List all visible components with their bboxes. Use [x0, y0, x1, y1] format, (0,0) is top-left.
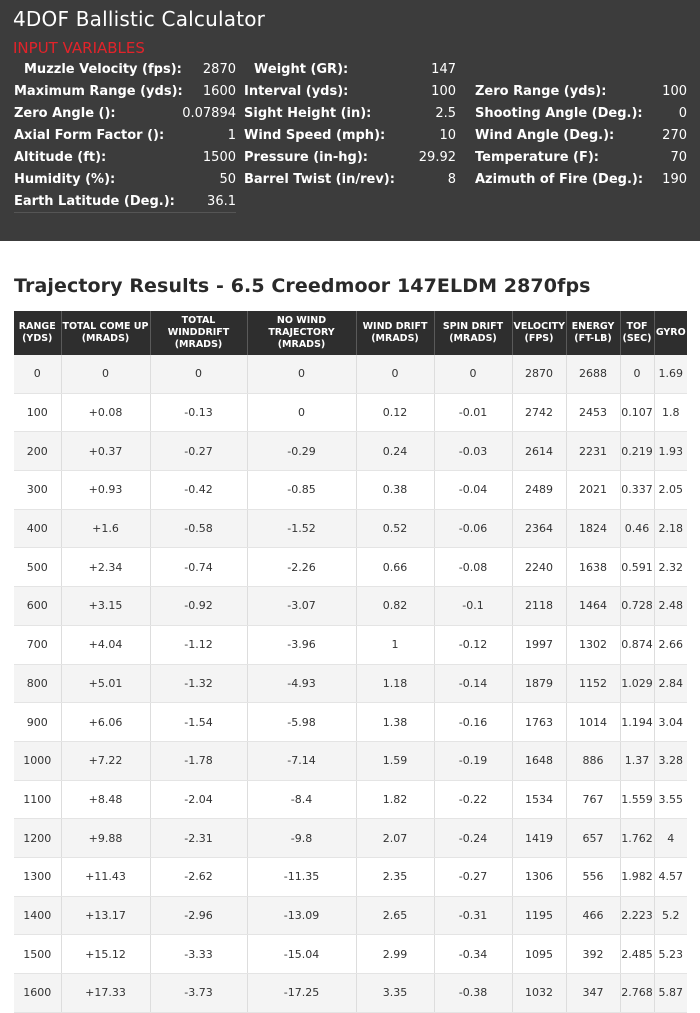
table-cell: 700 [14, 625, 61, 664]
table-cell: -0.58 [150, 509, 247, 548]
column-header: WIND DRIFT (MRADS) [356, 311, 434, 355]
table-cell: 1.18 [356, 664, 434, 703]
table-cell: 466 [566, 896, 620, 935]
table-cell: -13.09 [247, 896, 356, 935]
column-header: GYRO [654, 311, 687, 355]
table-cell: 1.194 [620, 703, 654, 742]
column-header: SPIN DRIFT (MRADS) [434, 311, 512, 355]
table-row [14, 471, 687, 510]
table-row [14, 935, 687, 974]
table-row [14, 393, 687, 432]
input-label: Altitude (ft): [14, 150, 107, 165]
table-cell: 2.84 [654, 664, 687, 703]
input-row [0, 191, 700, 213]
table-row [14, 355, 687, 393]
table-cell: 2118 [512, 587, 566, 626]
table-cell: 4.57 [654, 857, 687, 896]
table-cell: 0 [247, 393, 356, 432]
table-cell: 1464 [566, 587, 620, 626]
table-cell: 800 [14, 664, 61, 703]
column-header: TOTAL WINDDRIFT (MRADS) [150, 311, 247, 355]
table-cell: 1763 [512, 703, 566, 742]
table-cell: 1300 [14, 857, 61, 896]
input-label: Interval (yds): [244, 84, 349, 99]
table-row [14, 741, 687, 780]
table-cell: 1195 [512, 896, 566, 935]
input-label: Azimuth of Fire (Deg.): [475, 172, 644, 187]
table-cell: 0.591 [620, 548, 654, 587]
table-cell: 2.768 [620, 974, 654, 1013]
table-cell: +3.15 [61, 587, 150, 626]
table-cell: 2021 [566, 471, 620, 510]
table-cell: 1400 [14, 896, 61, 935]
input-value[interactable]: 270 [662, 128, 687, 143]
table-cell: -8.4 [247, 780, 356, 819]
table-cell: -7.14 [247, 741, 356, 780]
table-cell: 556 [566, 857, 620, 896]
table-cell: -0.08 [434, 548, 512, 587]
table-cell: +1.6 [61, 509, 150, 548]
table-cell: 0.52 [356, 509, 434, 548]
table-cell: -3.73 [150, 974, 247, 1013]
table-cell: 767 [566, 780, 620, 819]
table-cell: 392 [566, 935, 620, 974]
table-cell: 2240 [512, 548, 566, 587]
table-cell: 2.07 [356, 819, 434, 858]
table-row [14, 819, 687, 858]
table-cell: 1.559 [620, 780, 654, 819]
table-row [14, 548, 687, 587]
input-label: Sight Height (in): [244, 106, 372, 121]
table-cell: 0.82 [356, 587, 434, 626]
table-cell: 1152 [566, 664, 620, 703]
input-row [0, 125, 700, 147]
table-cell: 300 [14, 471, 61, 510]
table-cell: +15.12 [61, 935, 150, 974]
table-cell: 2.18 [654, 509, 687, 548]
input-label: Maximum Range (yds): [14, 84, 183, 99]
input-label: Muzzle Velocity (fps): [24, 62, 182, 77]
input-value[interactable]: 36.1 [207, 194, 236, 209]
table-cell: 1302 [566, 625, 620, 664]
table-cell: -4.93 [247, 664, 356, 703]
app-title: 4DOF Ballistic Calculator [13, 7, 266, 31]
table-cell: 0.38 [356, 471, 434, 510]
table-cell: 5.87 [654, 974, 687, 1013]
input-row [0, 147, 700, 169]
table-cell: 2.99 [356, 935, 434, 974]
table-cell: 2614 [512, 432, 566, 471]
table-cell: -1.54 [150, 703, 247, 742]
input-variables-heading: INPUT VARIABLES [13, 39, 145, 57]
table-cell: -0.19 [434, 741, 512, 780]
table-cell: 0.219 [620, 432, 654, 471]
column-header: NO WIND TRAJECTORY (MRADS) [247, 311, 356, 355]
table-cell: 0.728 [620, 587, 654, 626]
table-cell: 1.59 [356, 741, 434, 780]
table-cell: -0.1 [434, 587, 512, 626]
column-header: ENERGY (FT-LB) [566, 311, 620, 355]
table-cell: -0.42 [150, 471, 247, 510]
table-cell: 1014 [566, 703, 620, 742]
input-value[interactable]: 10 [439, 128, 456, 143]
table-cell: -0.38 [434, 974, 512, 1013]
input-value[interactable]: 70 [670, 150, 687, 165]
table-cell: -0.85 [247, 471, 356, 510]
table-cell: 1.37 [620, 741, 654, 780]
table-cell: 1879 [512, 664, 566, 703]
table-cell: +17.33 [61, 974, 150, 1013]
table-cell: +0.37 [61, 432, 150, 471]
table-cell: 5.23 [654, 935, 687, 974]
table-cell: 2870 [512, 355, 566, 393]
table-row [14, 780, 687, 819]
input-value[interactable]: 50 [219, 172, 236, 187]
input-value[interactable]: 2.5 [435, 106, 456, 121]
table-cell: -0.16 [434, 703, 512, 742]
input-label: Zero Angle (): [14, 106, 116, 121]
table-cell: 2688 [566, 355, 620, 393]
results-title: Trajectory Results - 6.5 Creedmoor 147ELDM 2870fps [14, 275, 591, 297]
table-cell: 600 [14, 587, 61, 626]
input-value[interactable]: 1600 [202, 84, 236, 99]
table-cell: 2.32 [654, 548, 687, 587]
input-variables-grid [0, 59, 700, 213]
input-label: Earth Latitude (Deg.): [14, 194, 175, 209]
table-cell: 2.05 [654, 471, 687, 510]
input-value[interactable]: 0.07894 [182, 106, 236, 121]
input-label: Barrel Twist (in/rev): [244, 172, 395, 187]
table-cell: 2.485 [620, 935, 654, 974]
input-label: Wind Angle (Deg.): [475, 128, 615, 143]
table-cell: +6.06 [61, 703, 150, 742]
table-cell: 1419 [512, 819, 566, 858]
table-cell: 2231 [566, 432, 620, 471]
input-value[interactable]: 29.92 [418, 150, 456, 165]
table-row [14, 509, 687, 548]
table-cell: 200 [14, 432, 61, 471]
input-value[interactable]: 190 [662, 172, 687, 187]
trajectory-table [14, 311, 687, 1013]
table-cell: 1638 [566, 548, 620, 587]
table-cell: 0 [247, 355, 356, 393]
table-cell: 3.55 [654, 780, 687, 819]
table-cell: 1306 [512, 857, 566, 896]
table-cell: 0.337 [620, 471, 654, 510]
table-cell: +13.17 [61, 896, 150, 935]
table-cell: 2489 [512, 471, 566, 510]
table-cell: 0.107 [620, 393, 654, 432]
input-label: Humidity (%): [14, 172, 116, 187]
column-header: TOF (SEC) [620, 311, 654, 355]
table-cell: -0.12 [434, 625, 512, 664]
table-cell: 1095 [512, 935, 566, 974]
table-cell: 0.24 [356, 432, 434, 471]
table-cell: -0.34 [434, 935, 512, 974]
table-cell: 900 [14, 703, 61, 742]
input-row [0, 59, 700, 81]
table-cell: 1.38 [356, 703, 434, 742]
table-cell: -2.62 [150, 857, 247, 896]
table-cell: 400 [14, 509, 61, 548]
table-cell: +4.04 [61, 625, 150, 664]
table-cell: 0.46 [620, 509, 654, 548]
table-cell: 0.874 [620, 625, 654, 664]
table-cell: 1.69 [654, 355, 687, 393]
table-cell: -0.04 [434, 471, 512, 510]
table-cell: 3.04 [654, 703, 687, 742]
table-cell: 500 [14, 548, 61, 587]
table-cell: 5.2 [654, 896, 687, 935]
column-header: RANGE (YDS) [14, 311, 61, 355]
table-cell: -2.31 [150, 819, 247, 858]
input-row [0, 169, 700, 191]
input-row [0, 81, 700, 103]
input-value[interactable]: 2870 [202, 62, 236, 77]
table-cell: 1100 [14, 780, 61, 819]
table-cell: -0.14 [434, 664, 512, 703]
table-cell: 3.35 [356, 974, 434, 1013]
table-cell: -0.92 [150, 587, 247, 626]
table-cell: 1000 [14, 741, 61, 780]
table-cell: 2364 [512, 509, 566, 548]
column-header: TOTAL COME UP (MRADS) [61, 311, 150, 355]
input-value[interactable]: 100 [662, 84, 687, 99]
table-cell: 2.35 [356, 857, 434, 896]
table-cell: 1.8 [654, 393, 687, 432]
table-row [14, 664, 687, 703]
table-cell: -0.24 [434, 819, 512, 858]
table-cell: 4 [654, 819, 687, 858]
table-cell: +7.22 [61, 741, 150, 780]
table-cell: -5.98 [247, 703, 356, 742]
table-cell: -0.31 [434, 896, 512, 935]
table-header-row [14, 311, 687, 355]
table-cell: -0.22 [434, 780, 512, 819]
table-cell: 1 [356, 625, 434, 664]
table-cell: -0.03 [434, 432, 512, 471]
table-cell: -9.8 [247, 819, 356, 858]
table-cell: 347 [566, 974, 620, 1013]
table-cell: 1.029 [620, 664, 654, 703]
table-cell: -3.96 [247, 625, 356, 664]
column-header: VELOCITY (FPS) [512, 311, 566, 355]
input-panel [0, 0, 700, 241]
table-cell: -0.06 [434, 509, 512, 548]
input-row [0, 103, 700, 125]
table-cell: 0 [14, 355, 61, 393]
table-cell: -2.96 [150, 896, 247, 935]
table-cell: 1032 [512, 974, 566, 1013]
table-cell: 0.12 [356, 393, 434, 432]
table-cell: 0.66 [356, 548, 434, 587]
input-separator [14, 212, 236, 213]
input-value[interactable]: 1 [227, 128, 236, 143]
table-cell: 1.762 [620, 819, 654, 858]
table-cell: 0 [150, 355, 247, 393]
table-cell: +2.34 [61, 548, 150, 587]
table-cell: 1600 [14, 974, 61, 1013]
table-cell: -2.04 [150, 780, 247, 819]
table-cell: -0.13 [150, 393, 247, 432]
table-cell: 1.93 [654, 432, 687, 471]
input-label: Weight (GR): [254, 62, 349, 77]
table-cell: 1500 [14, 935, 61, 974]
input-value[interactable]: 100 [431, 84, 456, 99]
table-cell: 1824 [566, 509, 620, 548]
table-row [14, 703, 687, 742]
table-cell: -0.74 [150, 548, 247, 587]
table-cell: 657 [566, 819, 620, 858]
table-cell: 3.28 [654, 741, 687, 780]
input-value[interactable]: 147 [431, 62, 456, 77]
input-label: Zero Range (yds): [475, 84, 607, 99]
table-cell: +0.08 [61, 393, 150, 432]
table-cell: 2.48 [654, 587, 687, 626]
table-cell: 2742 [512, 393, 566, 432]
table-cell: 2.66 [654, 625, 687, 664]
table-cell: -0.01 [434, 393, 512, 432]
table-cell: 1200 [14, 819, 61, 858]
table-cell: 1534 [512, 780, 566, 819]
table-cell: -1.78 [150, 741, 247, 780]
table-row [14, 896, 687, 935]
input-label: Shooting Angle (Deg.): [475, 106, 643, 121]
table-cell: +0.93 [61, 471, 150, 510]
table-cell: -1.32 [150, 664, 247, 703]
table-body [14, 355, 687, 1012]
table-cell: 0 [356, 355, 434, 393]
table-row [14, 625, 687, 664]
table-cell: -1.12 [150, 625, 247, 664]
table-row [14, 587, 687, 626]
table-cell: +5.01 [61, 664, 150, 703]
table-cell: 0 [620, 355, 654, 393]
input-value[interactable]: 8 [447, 172, 456, 187]
table-row [14, 432, 687, 471]
table-cell: -3.07 [247, 587, 356, 626]
input-label: Wind Speed (mph): [244, 128, 386, 143]
table-cell: -0.27 [434, 857, 512, 896]
table-cell: 0 [61, 355, 150, 393]
table-cell: 0 [434, 355, 512, 393]
table-cell: 886 [566, 741, 620, 780]
input-value[interactable]: 0 [678, 106, 687, 121]
table-cell: -3.33 [150, 935, 247, 974]
input-label: Temperature (F): [475, 150, 599, 165]
table-cell: -17.25 [247, 974, 356, 1013]
table-cell: 2.223 [620, 896, 654, 935]
table-cell: -15.04 [247, 935, 356, 974]
table-cell: 1.82 [356, 780, 434, 819]
table-cell: +9.88 [61, 819, 150, 858]
table-cell: +8.48 [61, 780, 150, 819]
table-cell: 1648 [512, 741, 566, 780]
table-cell: 2.65 [356, 896, 434, 935]
input-value[interactable]: 1500 [202, 150, 236, 165]
table-row [14, 857, 687, 896]
table-cell: -0.27 [150, 432, 247, 471]
input-label: Axial Form Factor (): [14, 128, 165, 143]
table-cell: 100 [14, 393, 61, 432]
table-cell: 1.982 [620, 857, 654, 896]
table-cell: -11.35 [247, 857, 356, 896]
table-cell: +11.43 [61, 857, 150, 896]
input-label: Pressure (in-hg): [244, 150, 368, 165]
table-cell: -2.26 [247, 548, 356, 587]
table-cell: 2453 [566, 393, 620, 432]
table-row [14, 974, 687, 1013]
table-cell: 1997 [512, 625, 566, 664]
table-cell: -1.52 [247, 509, 356, 548]
table-cell: -0.29 [247, 432, 356, 471]
